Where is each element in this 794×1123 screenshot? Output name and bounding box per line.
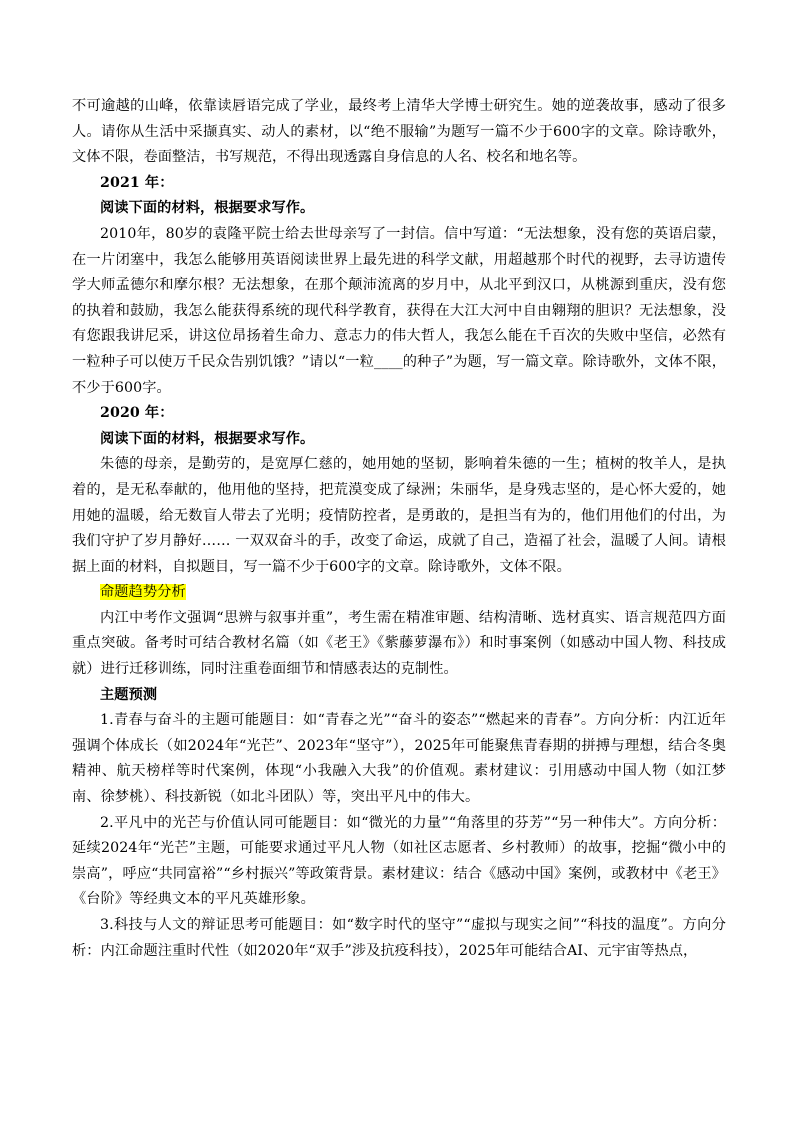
trend-analysis-text: 内江中考作文强调“思辨与叙事并重”，考生需在精准审题、结构清晰、选材真实、语言规范四方面重点突破。备考时可结合教材名篇（如《老王》《紫藤萝瀑布》）和时事案例（如感动中国人物、科技成就）进行迁移训练，同时注重卷面细节和情感表达的克制性。 xyxy=(72,609,726,678)
trend-analysis-heading-line xyxy=(72,580,726,606)
theme-item-2: 2.平凡中的光芒与价值认同可能题目：如“微光的力量”“角落里的芬芳”“另一种伟大”。方向分析：延续2024年“光芒”主题，可能要求通过平凡人物（如社区志愿者、乡村教师）的故事，挖掘“微小中的崇高”，呼应“共同富裕”“乡村振兴”等政策背景。素材建议：结合《感动中国》案例，或教材中《老王》《台阶》等经典文本的平凡英雄形象。 xyxy=(72,814,726,908)
year-2020-instruction: 阅读下面的材料，根据要求写作。 xyxy=(100,430,315,447)
trend-analysis-heading: 命题趋势分析 xyxy=(100,584,186,601)
year-2021-heading: 2021 年： xyxy=(100,174,174,191)
year-2020-heading: 2020 年： xyxy=(100,405,174,422)
year-2021-material: 2010年，80岁的袁隆平院士给去世母亲写了一封信。信中写道：“无法想象，没有您的英语启蒙，在一片闭塞中，我怎么能够用英语阅读世界上最先进的科学文献，用超越那个时代的视野，去寻访遗传学大师孟德尔和摩尔根？无法想象，在那个颠沛流离的岁月中，从北平到汉口，从桃源到重庆，没有您的执着和鼓励，我怎么能获得系统的现代科学教育，获得在大江大河中自由翱翔的胆识？无法想象，没有您跟我讲尼采，讲这位昂扬着生命力、意志力的伟大哲人，我怎么能在千百次的失败中坚信，必然有一粒种子可以使万千民众告别饥饿？”请以“一粒____的种子”为题，写一篇文章。除诗歌外，文体不限，不少于600字。 xyxy=(72,225,726,396)
theme-item-3: 3.科技与人文的辩证思考可能题目：如“数字时代的坚守”“虚拟与现实之间”“科技的温度”。方向分析：内江命题注重时代性（如2020年“双手”涉及抗疫科技），2025年可能结合AI、元宇宙等热点， xyxy=(72,917,726,959)
document-body xyxy=(72,94,726,964)
year-2021-instruction: 阅读下面的材料，根据要求写作。 xyxy=(100,200,315,217)
theme-item-1: 1.青春与奋斗的主题可能题目：如“青春之光”“奋斗的姿态”“燃起来的青春”。方向分析：内江近年强调个体成长（如2024年“光芒”、2023年“坚守”），2025年可能聚焦青春期的拼搏与理想，结合冬奥精神、航天榜样等时代案例，体现“小我融入大我”的价值观。素材建议：引用感动中国人物（如江梦南、徐梦桃）、科技新锐（如北斗团队）等，突出平凡中的伟大。 xyxy=(72,712,726,806)
theme-prediction-heading: 主题预测 xyxy=(100,686,158,703)
paragraph-prompt-continuation: 不可逾越的山峰，依靠读唇语完成了学业，最终考上清华大学博士研究生。她的逆袭故事，感动了很多人。请你从生活中采撷真实、动人的素材，以“绝不服输”为题写一篇不少于600字的文章。除诗歌外，文体不限，卷面整洁，书写规范，不得出现透露自身信息的人名、校名和地名等。 xyxy=(72,98,726,166)
year-2020-material: 朱德的母亲，是勤劳的，是宽厚仁慈的，她用她的坚韧，影响着朱德的一生；植树的牧羊人，是执着的，是无私奉献的，他用他的坚持，把荒漠变成了绿洲；朱丽华，是身残志坚的，是心怀大爱的，她用她的温暖，给无数盲人带去了光明；疫情防控者，是勇敢的，是担当有为的，他们用他们的付出，为我们守护了岁月静好…… 一双双奋斗的手，改变了命运，成就了自己，造福了社会，温暖了人间。请根据上面的材料，自拟题目，写一篇不少于600字的文章。除诗歌外，文体不限。 xyxy=(72,456,726,575)
